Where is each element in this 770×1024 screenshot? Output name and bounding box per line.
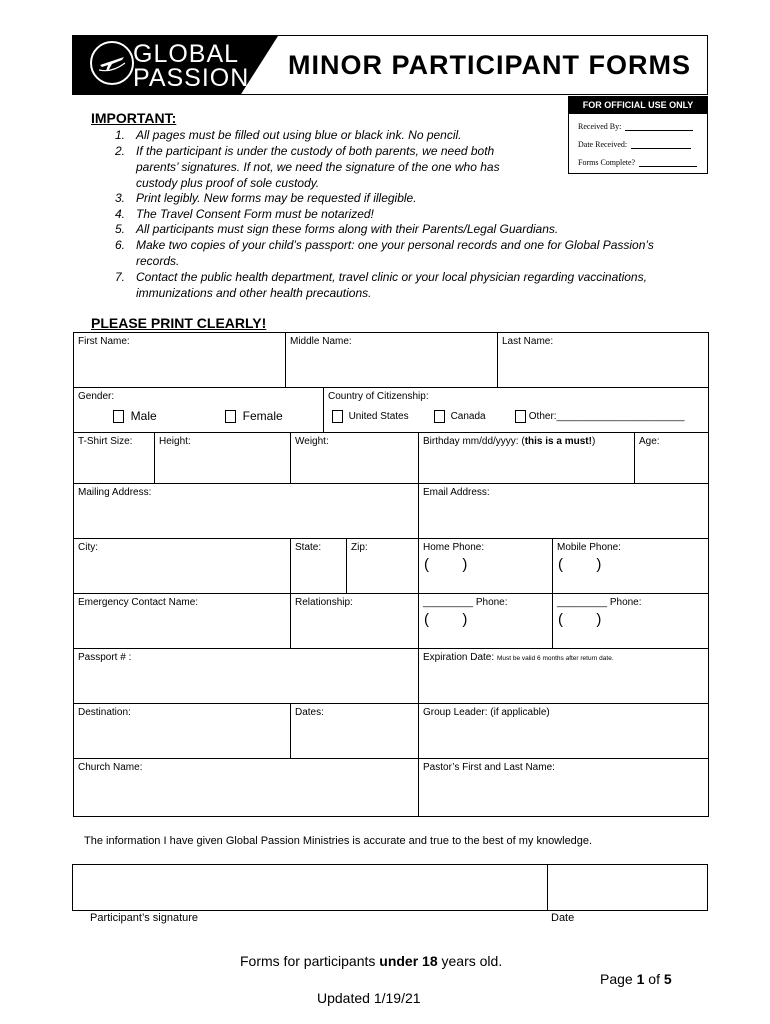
zip-label: Zip: bbox=[351, 542, 368, 553]
forms-complete-line[interactable] bbox=[639, 166, 697, 167]
last-name-label: Last Name: bbox=[502, 336, 554, 347]
print-clearly-heading: PLEASE PRINT CLEARLY! bbox=[91, 315, 267, 331]
age-field[interactable] bbox=[634, 432, 709, 484]
dates-field[interactable] bbox=[290, 703, 419, 759]
age-label: Age: bbox=[639, 436, 660, 447]
state-field[interactable] bbox=[290, 538, 347, 594]
middle-name-label: Middle Name: bbox=[290, 336, 352, 347]
emergency-contact-label: Emergency Contact Name: bbox=[78, 597, 199, 608]
updated-date: Updated 1/19/21 bbox=[317, 990, 421, 1006]
instruction-number: 1. bbox=[115, 128, 126, 142]
zip-field[interactable] bbox=[346, 538, 419, 594]
other-option[interactable] bbox=[515, 410, 684, 423]
emergency-phone-2-area-code: ( ) bbox=[558, 611, 602, 628]
instruction-line: Make two copies of your child’s passport: one your personal records and one for Global Passion’s bbox=[136, 238, 654, 252]
page-label: Page bbox=[600, 971, 637, 987]
united-states-checkbox[interactable] bbox=[332, 410, 343, 423]
page-title: MINOR PARTICIPANT FORMS bbox=[288, 50, 691, 80]
email-address-field[interactable] bbox=[418, 483, 709, 539]
united-states-option[interactable] bbox=[332, 410, 409, 423]
footer-note-post: years old. bbox=[437, 953, 503, 969]
instruction-line: If the participant is under the custody of both parents, we need both bbox=[136, 144, 495, 158]
instruction-line: The Travel Consent Form must be notarized! bbox=[136, 207, 374, 221]
instruction-line: All participants must sign these forms along with their Parents/Legal Guardians. bbox=[136, 222, 559, 236]
male-label: Male bbox=[130, 409, 157, 423]
other-label: Other:_______________________ bbox=[528, 411, 685, 423]
gender-field bbox=[73, 387, 324, 433]
instruction-number: 7. bbox=[115, 270, 126, 284]
official-use-heading: FOR OFFICIAL USE ONLY bbox=[569, 97, 707, 114]
citizenship-label: Country of Citizenship: bbox=[328, 391, 429, 402]
date-received-row bbox=[578, 140, 691, 149]
canada-label: Canada bbox=[450, 411, 486, 423]
last-name-field[interactable] bbox=[497, 332, 709, 388]
height-label: Height: bbox=[159, 436, 191, 447]
instruction-line: Print legibly. New forms may be requested if illegible. bbox=[136, 191, 417, 205]
instruction-line: custody plus proof of sole custody. bbox=[136, 176, 320, 190]
weight-label: Weight: bbox=[295, 436, 329, 447]
footer-note-pre: Forms for participants bbox=[240, 953, 380, 969]
forms-complete-label: Forms Complete? bbox=[578, 158, 636, 167]
first-name-label: First Name: bbox=[78, 336, 130, 347]
male-option[interactable] bbox=[113, 409, 157, 423]
passport-number-field[interactable] bbox=[73, 648, 419, 704]
important-heading: IMPORTANT: bbox=[91, 110, 177, 126]
emergency-phone-2-label: _________ Phone: bbox=[557, 597, 642, 608]
state-label: State: bbox=[295, 542, 322, 553]
destination-field[interactable] bbox=[73, 703, 291, 759]
city-label: City: bbox=[78, 542, 98, 553]
page-current: 1 bbox=[636, 971, 645, 987]
passport-number-label: Passport # : bbox=[78, 652, 132, 663]
height-field[interactable] bbox=[154, 432, 291, 484]
footer-note-age: under 18 bbox=[379, 953, 438, 969]
emergency-phone-1-label: _________ Phone: bbox=[423, 597, 508, 608]
relationship-field[interactable] bbox=[290, 593, 419, 649]
mailing-address-field[interactable] bbox=[73, 483, 419, 539]
city-field[interactable] bbox=[73, 538, 291, 594]
signature-label: Participant’s signature bbox=[90, 912, 199, 924]
received-by-row bbox=[578, 122, 693, 131]
mobile-phone-area-code: ( ) bbox=[558, 556, 602, 573]
instruction-line: Contact the public health department, travel clinic or your local physician regarding vaccinations, bbox=[136, 270, 647, 284]
female-checkbox[interactable] bbox=[225, 410, 236, 423]
logo-text-line1: GLOBAL bbox=[133, 40, 240, 68]
forms-complete-row bbox=[578, 158, 697, 167]
received-by-line[interactable] bbox=[625, 130, 693, 131]
instruction-line: immunizations and other health precautions. bbox=[136, 286, 372, 300]
birthday-label: Birthday mm/dd/yyyy: ( bbox=[423, 436, 525, 447]
mobile-phone-label: Mobile Phone: bbox=[557, 542, 621, 553]
female-label: Female bbox=[242, 409, 283, 423]
pastor-name-field[interactable] bbox=[418, 758, 709, 817]
tshirt-size-label: T-Shirt Size: bbox=[78, 436, 133, 447]
instruction-number: 4. bbox=[115, 207, 126, 221]
signature-box[interactable] bbox=[72, 864, 548, 911]
instruction-number: 6. bbox=[115, 238, 126, 252]
instruction-line: records. bbox=[136, 254, 180, 268]
relationship-label: Relationship: bbox=[295, 597, 353, 608]
page-number bbox=[600, 971, 672, 987]
page-total: 5 bbox=[663, 971, 672, 987]
home-phone-area-code: ( ) bbox=[424, 556, 468, 573]
logo-globe-icon bbox=[90, 41, 134, 85]
date-received-label: Date Received: bbox=[578, 140, 628, 149]
expiration-date-label: Expiration Date: bbox=[423, 652, 495, 663]
female-option[interactable] bbox=[225, 409, 283, 423]
birthday-must-note: this is a must! bbox=[524, 436, 592, 447]
birthday-field[interactable] bbox=[418, 432, 635, 484]
united-states-label: United States bbox=[348, 411, 409, 423]
church-name-label: Church Name: bbox=[78, 762, 143, 773]
logo-text-line2: PASSION bbox=[133, 64, 250, 92]
mailing-address-label: Mailing Address: bbox=[78, 487, 152, 498]
home-phone-label: Home Phone: bbox=[423, 542, 485, 553]
email-address-label: Email Address: bbox=[423, 487, 490, 498]
page-of: of bbox=[644, 971, 664, 987]
instruction-line: All pages must be filled out using blue or black ink. No pencil. bbox=[136, 128, 462, 142]
group-leader-label: Group Leader: (if applicable) bbox=[423, 707, 550, 718]
pastor-name-label: Pastor’s First and Last Name: bbox=[423, 762, 555, 773]
date-label: Date bbox=[551, 912, 575, 924]
gender-label: Gender: bbox=[78, 391, 115, 402]
date-received-line[interactable] bbox=[631, 148, 691, 149]
tshirt-size-field[interactable] bbox=[73, 432, 155, 484]
birthday-close: ) bbox=[591, 436, 596, 447]
group-leader-field[interactable] bbox=[418, 703, 709, 759]
instruction-number: 2. bbox=[115, 144, 126, 158]
instruction-number: 3. bbox=[115, 191, 126, 205]
footer-note bbox=[240, 953, 502, 969]
airplane-icon bbox=[98, 51, 126, 75]
instruction-line: parents’ signatures. If not, we need the signature of the one who has bbox=[136, 160, 500, 174]
destination-label: Destination: bbox=[78, 707, 131, 718]
church-name-field[interactable] bbox=[73, 758, 419, 817]
date-box[interactable] bbox=[547, 864, 708, 911]
received-by-label: Received By: bbox=[578, 122, 622, 131]
male-checkbox[interactable] bbox=[113, 410, 124, 423]
expiration-date-field[interactable] bbox=[418, 648, 709, 704]
emergency-phone-1-area-code: ( ) bbox=[424, 611, 468, 628]
middle-name-field[interactable] bbox=[285, 332, 498, 388]
weight-field[interactable] bbox=[290, 432, 419, 484]
first-name-field[interactable] bbox=[73, 332, 286, 388]
instruction-number: 5. bbox=[115, 222, 126, 236]
emergency-contact-field[interactable] bbox=[73, 593, 291, 649]
canada-checkbox[interactable] bbox=[434, 410, 445, 423]
canada-option[interactable] bbox=[434, 410, 486, 423]
other-checkbox[interactable] bbox=[515, 410, 526, 423]
expiration-note: Must be valid 6 months after return date. bbox=[496, 655, 614, 662]
dates-label: Dates: bbox=[295, 707, 324, 718]
certification-statement: The information I have given Global Passion Ministries is accurate and true to the best of my knowledge. bbox=[84, 835, 593, 847]
